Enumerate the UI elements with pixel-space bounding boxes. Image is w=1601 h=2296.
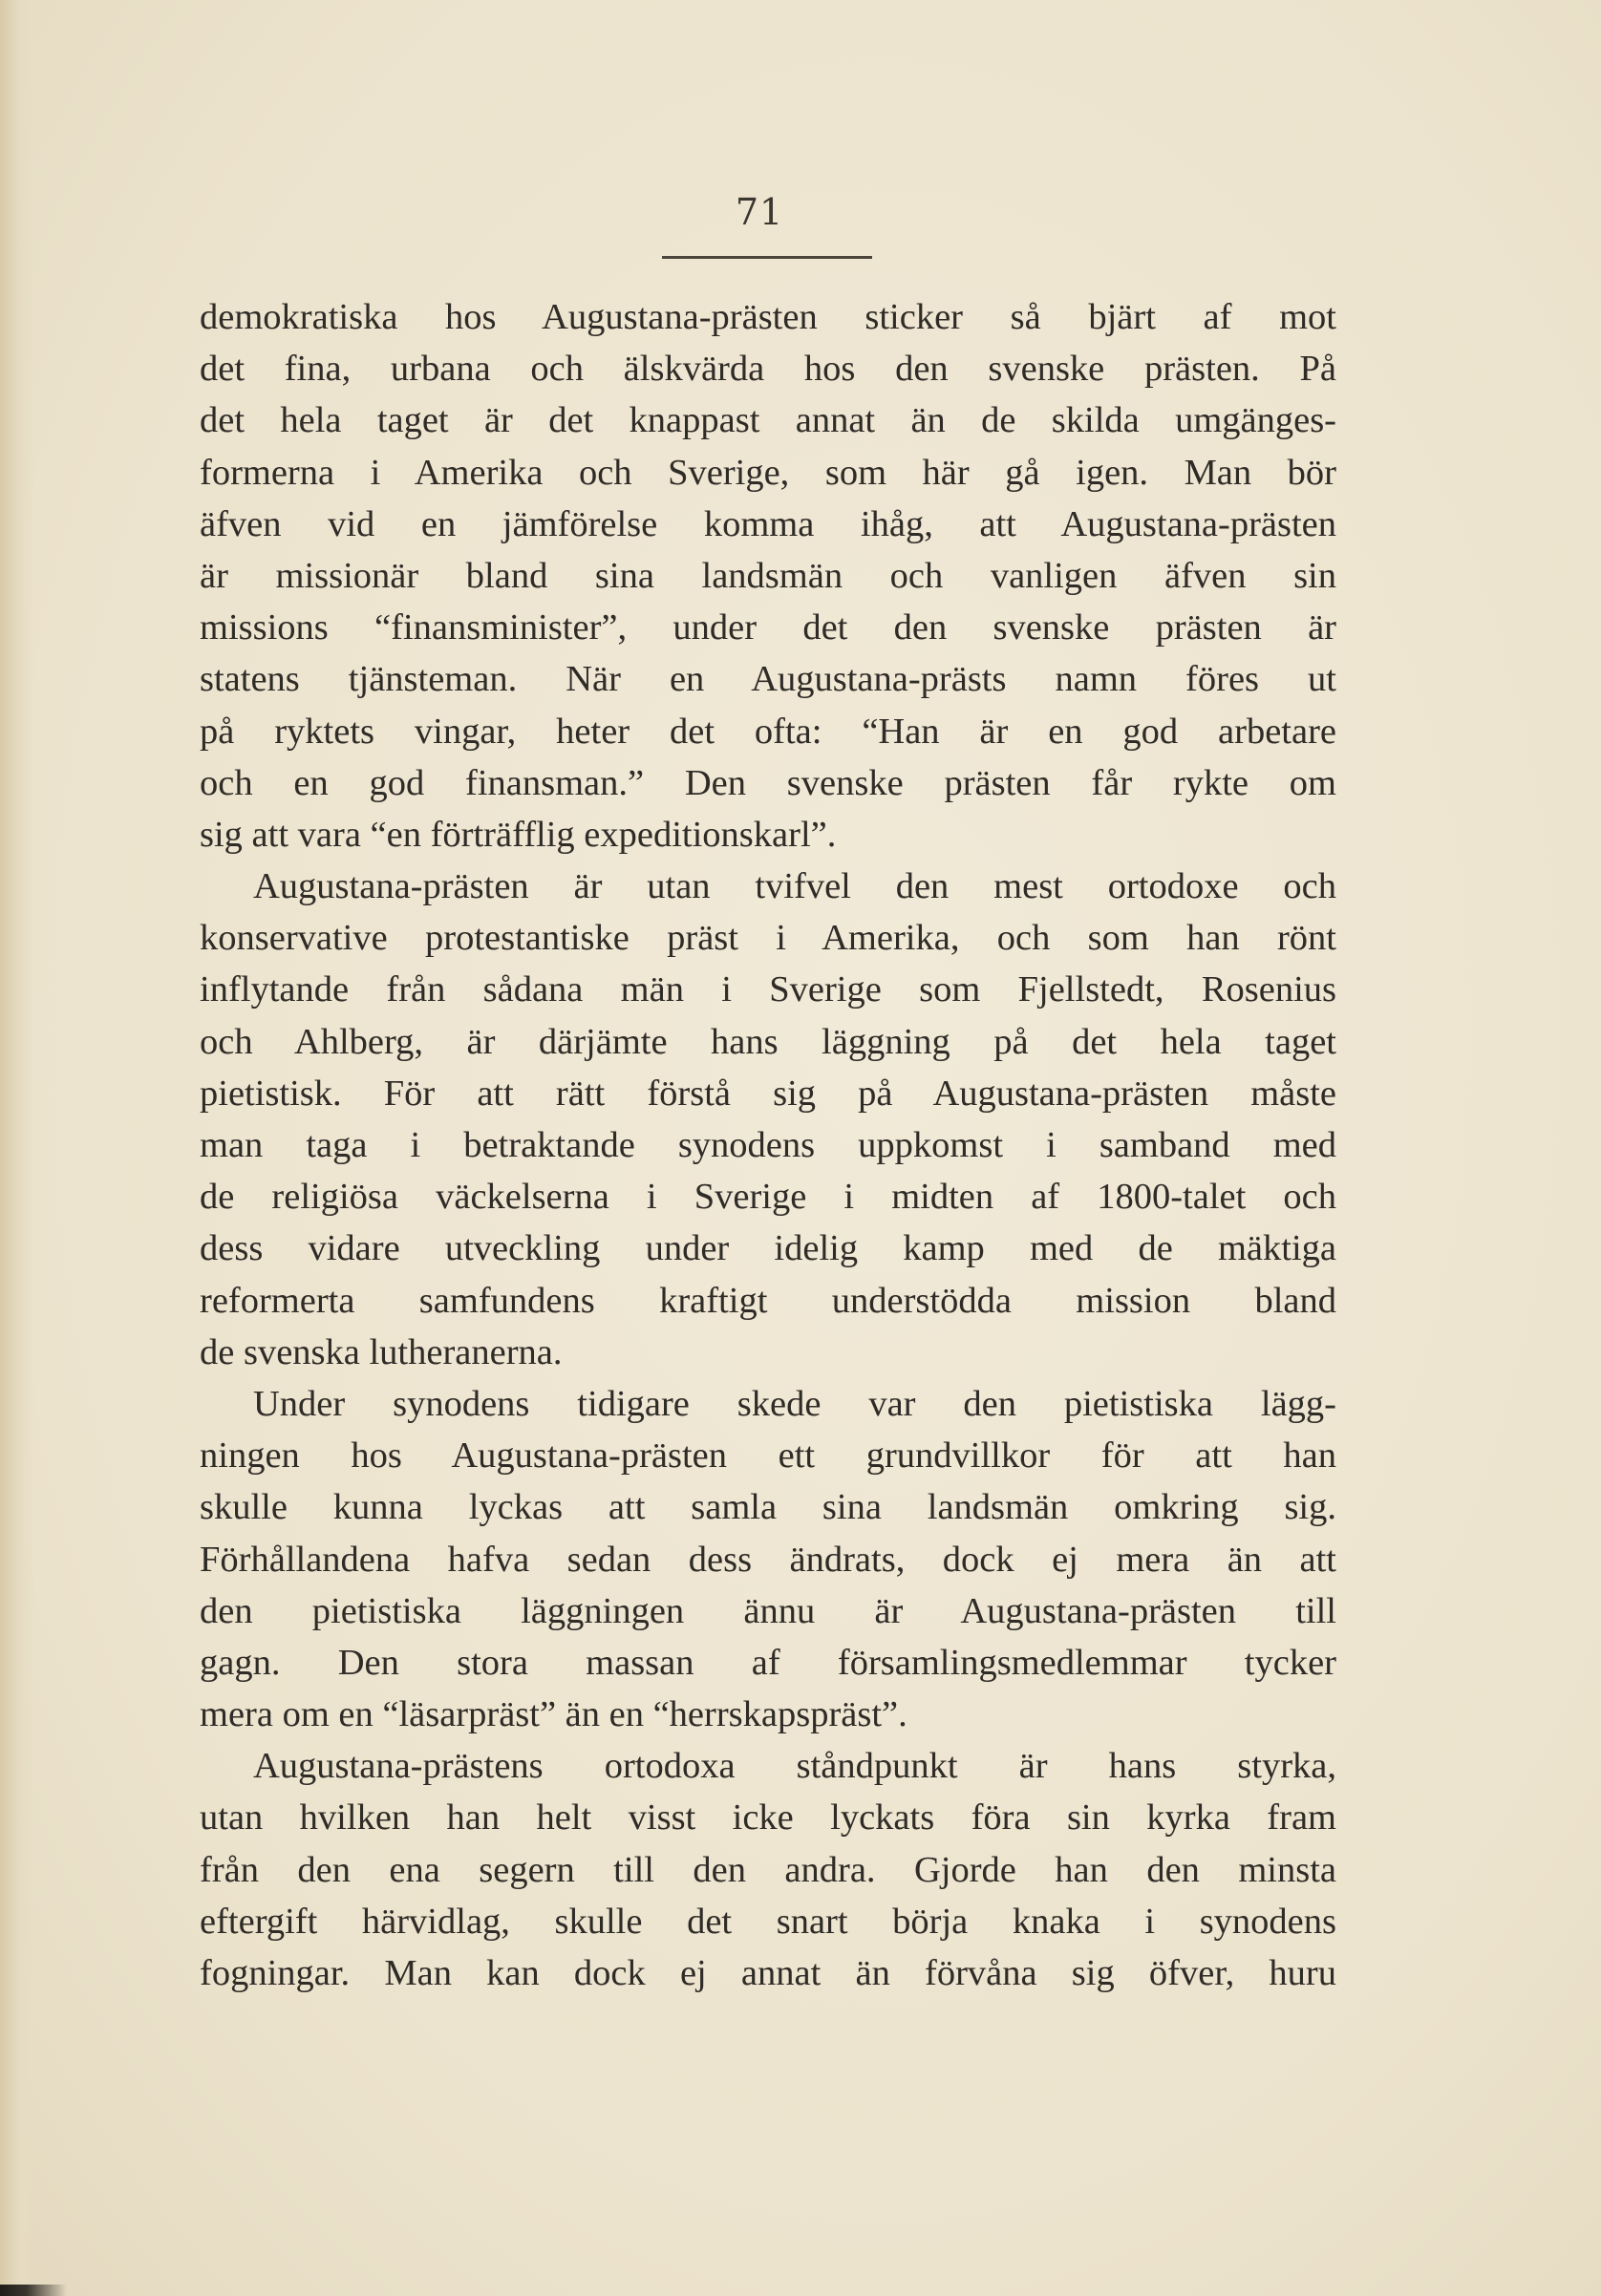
paragraph: [200, 861, 1336, 1378]
text-line: Under synodens tidigare skede var den pietistiska lägg-: [253, 1383, 1336, 1424]
text-line: fogningar. Man kan dock ej annat än förvåna sig öfver, huru: [200, 1953, 1336, 1993]
scan-corner-mark: [0, 2285, 67, 2296]
text-line: man taga i betraktande synodens uppkomst i samband med: [200, 1125, 1336, 1165]
text-line: mera om en “läsarpräst” än en “herrskapspräst”.: [200, 1694, 907, 1735]
text-line: sig att vara “en förträfflig expeditionskarl”.: [200, 814, 837, 855]
page-edge-shadow: [0, 0, 34, 2296]
paragraph: [200, 1378, 1336, 1740]
text-line: det hela taget är det knappast annat än de skilda umgänges-: [200, 400, 1336, 441]
text-line: skulle kunna lyckas att samla sina landsmän omkring sig.: [200, 1487, 1336, 1528]
text-line: statens tjänsteman. När en Augustana-prästs namn föres ut: [200, 659, 1336, 700]
text-line: Augustana-prästens ortodoxa ståndpunkt är hans styrka,: [253, 1746, 1336, 1787]
text-line: demokratiska hos Augustana-prästen sticker så bjärt af mot: [200, 297, 1336, 337]
text-line: reformerta samfundens kraftigt understödda mission bland: [200, 1280, 1336, 1321]
text-line: dess vidare utveckling under idelig kamp med de mäktiga: [200, 1228, 1336, 1269]
text-line: de svenska lutheranerna.: [200, 1331, 563, 1372]
text-line: pietistisk. För att rätt förstå sig på Augustana-prästen måste: [200, 1073, 1336, 1114]
text-line: äfven vid en jämförelse komma ihåg, att Augustana-prästen: [200, 503, 1336, 544]
text-line: ningen hos Augustana-prästen ett grundvillkor för att han: [200, 1435, 1336, 1477]
text-line: den pietistiska läggningen ännu är Augustana-prästen till: [200, 1590, 1336, 1631]
page-number-rule: [662, 256, 872, 259]
text-line: är missionär bland sina landsmän och vanligen äfven sin: [200, 555, 1336, 596]
text-line: det fina, urbana och älskvärda hos den svenske prästen. På: [200, 349, 1336, 390]
text-line: de religiösa väckelserna i Sverige i midten af 1800-talet och: [200, 1177, 1336, 1218]
text-line: från den ena segern till den andra. Gjorde han den minsta: [200, 1849, 1336, 1890]
text-line: och Ahlberg, är därjämte hans läggning på det hela taget: [200, 1021, 1336, 1062]
text-line: och en god finansman.” Den svenske prästen får rykte om: [200, 762, 1336, 803]
text-line: på ryktets vingar, heter det ofta: “Han är en god arbetare: [200, 711, 1336, 752]
text-line: missions “finansminister”, under det den svenske prästen är: [200, 607, 1336, 648]
text-line: Förhållandena hafva sedan dess ändrats, dock ej mera än att: [200, 1539, 1336, 1580]
text-line: gagn. Den stora massan af församlingsmedlemmar tycker: [200, 1642, 1336, 1683]
text-line: Augustana-prästen är utan tvifvel den mest ortodoxe och: [253, 866, 1336, 907]
paragraph: [200, 291, 1336, 861]
text-line: konservative protestantiske präst i Amerika, och som han rönt: [200, 918, 1336, 959]
text-line: eftergift härvidlag, skulle det snart börja knaka i synodens: [200, 1901, 1336, 1942]
body-text: [200, 291, 1336, 1999]
paragraph: [200, 1740, 1336, 1999]
text-line: inflytande från sådana män i Sverige som Fjellstedt, Rosenius: [200, 969, 1336, 1010]
text-line: utan hvilken han helt visst icke lyckats föra sin kyrka fram: [200, 1797, 1336, 1839]
text-line: formerna i Amerika och Sverige, som här gå igen. Man bör: [200, 452, 1336, 493]
page-number: 71: [735, 191, 784, 233]
